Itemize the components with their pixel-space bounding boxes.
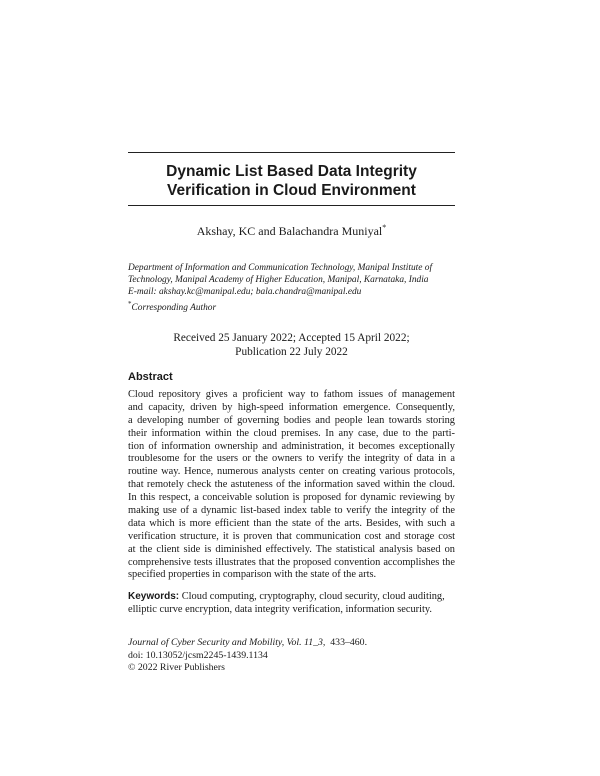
- author-mark: *: [382, 223, 387, 232]
- doi: doi: 10.13052/jcsm2245-1439.1134: [128, 649, 268, 661]
- abstract-heading: Abstract: [128, 371, 173, 383]
- abstract-line: at the client side is diminished effectively. The statistical analysis based on: [128, 543, 455, 555]
- abstract-line: and capacity, driven by high-speed information emergence. Consequently,: [128, 401, 455, 413]
- abstract-body: [128, 389, 455, 582]
- publication-dates: [128, 331, 455, 359]
- journal-citation: Journal of Cyber Security and Mobility, Vol. 11_3,: [128, 637, 326, 648]
- abstract-line: troublesome for the users or the owners to verify the integrity of data in a: [128, 453, 455, 465]
- affiliation-block: [128, 262, 458, 314]
- bottom-rule: [128, 205, 455, 206]
- abstract-line: verification structure, it is proven that communication cost and storage cost: [128, 530, 455, 542]
- abstract-line: routine way. Hence, numerous analysts center on creating various protocols,: [128, 466, 455, 478]
- corresponding-mark: *: [128, 300, 132, 308]
- abstract-line: specified properties in comparison with the state of the arts.: [128, 569, 377, 581]
- abstract-line: a developing number of governing bodies and people lean towards storing: [128, 414, 455, 426]
- copyright: © 2022 River Publishers: [128, 662, 225, 673]
- author-list: [128, 223, 455, 239]
- abstract-line: tion of information ownership and administration, it becomes exceptionally: [128, 440, 455, 452]
- top-rule: [128, 152, 455, 153]
- date-line: Received 25 January 2022; Accepted 15 April 2022;: [173, 332, 410, 344]
- corresponding-text: Corresponding Author: [131, 303, 217, 314]
- date-line: Publication 22 July 2022: [235, 346, 348, 358]
- keywords-text-continued: elliptic curve encryption, data integrity verification, information security.: [128, 604, 433, 615]
- abstract-line: making use of a dynamic list-based index table to verify the integrity of the: [128, 505, 455, 517]
- journal-info: [128, 637, 367, 675]
- abstract-line: Cloud repository gives a proficient way to fathom issues of management: [128, 389, 455, 400]
- affiliation-line: Technology, Manipal Academy of Higher Education, Manipal, Karnataka, India: [128, 275, 429, 285]
- journal-pages: 433–460.: [330, 637, 368, 648]
- abstract-line: data which is more efficient than the state of the arts. Besides, with such a: [128, 517, 455, 529]
- keywords-text: Cloud computing, cryptography, cloud security, cloud auditing,: [181, 591, 445, 602]
- title-line: Verification in Cloud Environment: [167, 182, 416, 199]
- title-line: Dynamic List Based Data Integrity: [166, 163, 417, 180]
- authors-text: Akshay, KC and Balachandra Muniyal: [196, 224, 383, 238]
- corresponding-author: [128, 298, 458, 314]
- email-line: E-mail: akshay.kc@manipal.edu; bala.chandra@manipal.edu: [128, 287, 362, 297]
- keywords-label: Keywords:: [128, 591, 180, 602]
- abstract-line: In this respect, a conceivable solution is proposed for dynamic reviewing by: [128, 492, 455, 504]
- abstract-line: that remotely check the astuteness of the information saved within the cloud.: [128, 479, 455, 491]
- abstract-line: their information within the cloud premises. In any case, due to the parti-: [128, 427, 455, 439]
- keywords-block: [128, 590, 455, 616]
- paper-title: [128, 162, 455, 200]
- affiliation-line: Department of Information and Communication Technology, Manipal Institute of: [128, 263, 433, 273]
- abstract-line: comprehensive tests illustrates that the proposed convention accomplishes the: [128, 556, 455, 568]
